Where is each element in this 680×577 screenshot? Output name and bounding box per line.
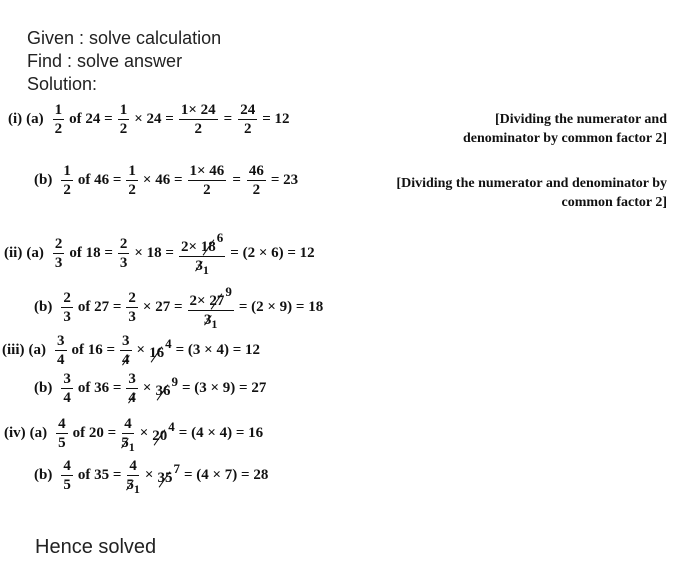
note-1-line-2: denominator by common factor 2] xyxy=(462,131,667,146)
label-iii: (iii) xyxy=(2,342,25,358)
struck-number: 3 xyxy=(195,258,203,274)
fraction: $\frac{1}{2}$ xyxy=(54,102,63,137)
fraction: $\frac{46}{2}$ xyxy=(248,163,264,198)
result-text: = (2 × 9) = 18 xyxy=(238,299,324,315)
multiply-text: × xyxy=(136,342,146,358)
of-text: of 27 = xyxy=(77,299,122,315)
label-i: (i) xyxy=(8,111,23,127)
fraction: $\frac{2}{3}$ xyxy=(63,290,71,325)
multiply-text: × 24 = xyxy=(134,111,174,127)
label-a: (a) xyxy=(26,245,44,261)
note-2 xyxy=(357,174,667,212)
struck-number: 3 xyxy=(203,312,212,328)
equals-sign: = xyxy=(223,111,233,127)
multiply-text: × xyxy=(144,467,154,483)
result-text: = (3 × 4) = 12 xyxy=(175,342,260,358)
label-b: (b) xyxy=(34,380,53,396)
reduced-number: 9 xyxy=(171,374,178,389)
label-a: (a) xyxy=(26,111,44,127)
multiply-text: × 27 = xyxy=(142,299,183,315)
label-b: (b) xyxy=(34,299,53,315)
reduced-number: 1 xyxy=(133,482,140,496)
fraction: $\frac{3}{4}$ xyxy=(57,333,65,368)
result-text: = (3 × 9) = 27 xyxy=(181,380,267,396)
reduced-number: 9 xyxy=(225,284,232,299)
fraction: $\frac{4}{5_1}$ xyxy=(126,458,140,496)
note-2-line-1: [Dividing the numerator and denominator by xyxy=(396,176,667,191)
solution-line: Solution: xyxy=(27,74,98,94)
reduced-number: 4 xyxy=(165,336,172,351)
note-2-line-2: common factor 2] xyxy=(561,195,667,210)
struck-number: 20 xyxy=(152,428,168,444)
equals-sign: = xyxy=(232,172,241,188)
equation-i-b xyxy=(34,163,300,198)
equation-iv-b xyxy=(34,458,270,496)
label-b: (b) xyxy=(34,172,53,188)
fraction: $\frac{2}{3}$ xyxy=(54,236,63,271)
multiply-text: × 18 = xyxy=(134,245,174,261)
of-text: of 24 = xyxy=(69,111,113,127)
of-text: of 46 = xyxy=(77,172,122,188)
fraction: $\frac{1}{2}$ xyxy=(128,163,136,198)
reduced-number: 7 xyxy=(173,461,180,476)
fraction: $\frac{2}{3}$ xyxy=(128,290,136,325)
reduced-number: 4 xyxy=(168,419,175,434)
reduced-number: 6 xyxy=(216,230,224,245)
struck-number: 18 xyxy=(200,239,216,255)
of-text: of 35 = xyxy=(77,467,122,483)
label-a: (a) xyxy=(28,342,46,358)
equation-iv-a xyxy=(4,416,265,454)
given-line: Given : solve calculation xyxy=(27,28,222,48)
fraction: $\frac{4}{5}$ xyxy=(63,458,71,493)
label-b: (b) xyxy=(34,467,53,483)
find-line: Find : solve answer xyxy=(27,51,183,71)
result-text: = (4 × 4) = 16 xyxy=(178,425,264,441)
of-text: of 16 = xyxy=(71,342,116,358)
fraction: $\frac{4}{5}$ xyxy=(58,416,66,451)
result-text: = (4 × 7) = 28 xyxy=(183,467,269,483)
cancelled-fraction: $\frac{2\times 18^6}{3_1}$ xyxy=(180,230,224,277)
result-text: = (2 × 6) = 12 xyxy=(230,245,315,261)
closing-line: Hence solved xyxy=(35,536,157,558)
multiply-text: × xyxy=(139,425,149,441)
struck-number: 35 xyxy=(157,470,173,486)
reduced-number: 1 xyxy=(211,317,218,331)
label-ii: (ii) xyxy=(4,245,23,261)
fraction: $\frac{3}{4}$ xyxy=(128,371,136,406)
fraction: $\frac{1}{2}$ xyxy=(63,163,71,198)
note-1 xyxy=(367,110,667,148)
struck-number: 16 xyxy=(149,345,165,361)
fraction: $\frac{3}{4}$ xyxy=(122,333,130,368)
label-iv: (iv) xyxy=(4,425,26,441)
fraction: $\frac{3}{4}$ xyxy=(63,371,71,406)
fraction: $\frac{1}{2}$ xyxy=(119,102,128,137)
fraction: $\frac{2}{3}$ xyxy=(119,236,128,271)
note-1-line-1: [Dividing the numerator and xyxy=(494,112,667,127)
fraction: $\frac{1\times 46}{2}$ xyxy=(189,163,225,198)
equation-ii-b xyxy=(34,284,325,331)
reduced-number: 1 xyxy=(202,263,209,277)
multiply-text: × 46 = xyxy=(142,172,183,188)
equation-iii-b xyxy=(34,371,268,406)
result-text: = 12 xyxy=(262,111,290,127)
struck-number: 4 xyxy=(128,390,136,406)
fraction: $\frac{1\times 24}{2}$ xyxy=(180,102,216,137)
result-text: = 23 xyxy=(270,172,299,188)
equation-ii-a xyxy=(4,230,317,277)
struck-number: 5 xyxy=(126,477,134,493)
reduced-number: 1 xyxy=(128,440,135,454)
equation-i-a xyxy=(8,102,292,137)
of-text: of 20 = xyxy=(72,425,117,441)
struck-number: 4 xyxy=(122,352,130,368)
equation-iii-a xyxy=(2,333,262,368)
struck-number: 36 xyxy=(155,383,171,399)
of-text: of 36 = xyxy=(77,380,122,396)
label-a: (a) xyxy=(29,425,48,441)
struck-number: 27 xyxy=(209,293,225,309)
cancelled-fraction: $\frac{2\times 27^9}{3_1}$ xyxy=(189,284,232,331)
of-text: of 18 = xyxy=(69,245,113,261)
multiply-text: × xyxy=(142,380,152,396)
struck-number: 5 xyxy=(121,435,129,451)
fraction: $\frac{24}{2}$ xyxy=(240,102,256,137)
fraction: $\frac{4}{5_1}$ xyxy=(121,416,135,454)
